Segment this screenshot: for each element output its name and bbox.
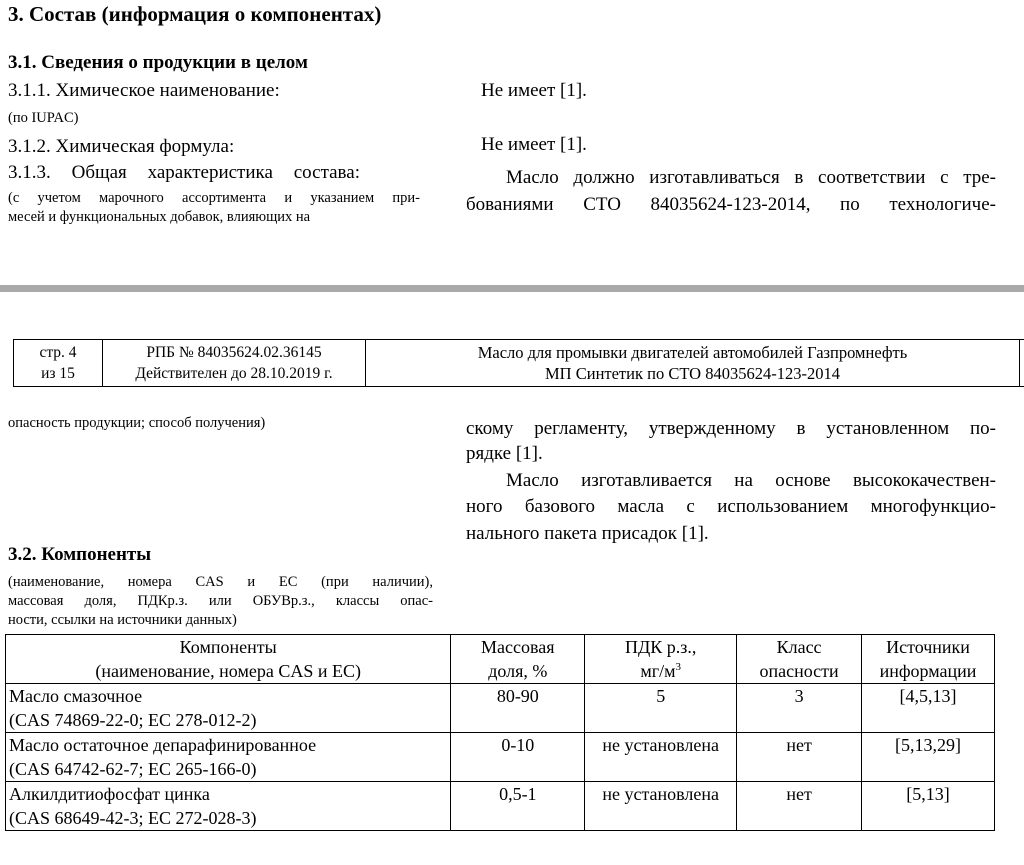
- component-cas: (CAS 68649-42-3; ЕС 272-028-3): [9, 808, 257, 828]
- chemical-name-label: 3.1.1. Химическое наименование:: [8, 80, 280, 101]
- component-name: Масло смазочное: [9, 686, 143, 706]
- cell-pdk: не установлена: [585, 733, 737, 782]
- footer-rpb-cell: [103, 340, 366, 386]
- composition-label: 3.1.3. Общая характеристика состава:: [8, 162, 360, 183]
- footer-product-1: Масло для промывки двигателей автомобилей Газпромнефть: [477, 343, 908, 362]
- page-footer: [13, 339, 1024, 387]
- section-3-2-sub-1: (наименование, номера CAS и ЕС (при наличии),: [8, 574, 433, 590]
- header-components-line1: Компоненты: [179, 637, 277, 657]
- component-name: Алкилдитиофосфат цинка: [9, 784, 210, 804]
- header-share: [451, 635, 585, 684]
- footer-product-cell: [366, 340, 1020, 386]
- header-class-line2: опасности: [759, 661, 839, 681]
- cell-class: нет: [737, 733, 862, 782]
- cell-share: 0,5-1: [451, 782, 585, 831]
- section-3-2-title: 3.2. Компоненты: [8, 544, 152, 565]
- cell-share: 80-90: [451, 684, 585, 733]
- header-pdk: [585, 635, 737, 684]
- chemical-formula-label: 3.1.2. Химическая формула:: [8, 136, 235, 157]
- header-share-line2: доля, %: [488, 661, 548, 681]
- header-share-line1: Массовая: [481, 637, 555, 657]
- header-pdk-line1: ПДК р.з.,: [624, 637, 697, 657]
- composition-value-1: Масло должно изготавливаться в соответствии с тре-: [506, 167, 996, 188]
- cell-component: [6, 684, 451, 733]
- cell-class: 3: [737, 684, 862, 733]
- composition-sub-2: месей и функциональных добавок, влияющих на: [8, 209, 311, 225]
- component-name: Масло остаточное депарафинированное: [9, 735, 317, 755]
- table-header-row: [6, 635, 995, 684]
- header-sources-line2: информации: [879, 661, 977, 681]
- component-cas: (CAS 64742-62-7; ЕС 265-166-0): [9, 759, 257, 779]
- cell-sources: [4,5,13]: [862, 684, 995, 733]
- header-sources: [862, 635, 995, 684]
- header-components-line2: (наименование, номера CAS и ЕС): [95, 661, 361, 681]
- continuation-line-5: нального пакета присадок [1].: [466, 523, 709, 544]
- footer-page: стр. 4: [39, 344, 77, 361]
- page-divider: [0, 285, 1024, 292]
- cell-pdk: не установлена: [585, 782, 737, 831]
- footer-rpb: РПБ № 84035624.02.36145: [146, 344, 322, 361]
- component-cas: (CAS 74869-22-0; ЕС 278-012-2): [9, 710, 257, 730]
- cell-component: [6, 782, 451, 831]
- section-3-title: 3. Состав (информация о компонентах): [8, 2, 382, 26]
- header-pdk-line2: [588, 659, 733, 683]
- footer-of: из 15: [41, 365, 75, 382]
- cell-sources: [5,13,29]: [862, 733, 995, 782]
- cell-sources: [5,13]: [862, 782, 995, 831]
- section-3-1-title: 3.1. Сведения о продукции в целом: [8, 52, 308, 73]
- components-table: [5, 634, 995, 831]
- footer-page-cell: [14, 340, 103, 386]
- footer-valid: Действителен до 28.10.2019 г.: [135, 365, 333, 382]
- header-components: [6, 635, 451, 684]
- continuation-line-4: ного базового масла с использованием многофункцио-: [466, 496, 996, 517]
- header-class: [737, 635, 862, 684]
- chemical-name-sub: (по IUPAC): [8, 110, 79, 126]
- cell-class: нет: [737, 782, 862, 831]
- cell-pdk: 5: [585, 684, 737, 733]
- section-3-2-sub-3: ности, ссылки на источники данных): [8, 612, 237, 628]
- continuation-line-3: Масло изготавливается на основе высококачествен-: [506, 470, 996, 491]
- header-pdk-unit: мг/м: [640, 661, 676, 681]
- chemical-formula-value: Не имеет [1].: [481, 134, 587, 155]
- composition-sub-1: (с учетом марочного ассортимента и указанием при-: [8, 190, 420, 206]
- header-sources-line1: Источники: [886, 637, 970, 657]
- header-pdk-unit-exp: 3: [675, 661, 682, 673]
- table-row: [6, 684, 995, 733]
- cell-component: [6, 733, 451, 782]
- section-3-2-sub-2: массовая доля, ПДКр.з. или ОБУВр.з., классы опас-: [8, 593, 433, 609]
- continuation-left: опасность продукции; способ получения): [8, 415, 266, 431]
- table-row: [6, 733, 995, 782]
- footer-product-2: МП Синтетик по СТО 84035624-123-2014: [545, 364, 840, 383]
- table-row: [6, 782, 995, 831]
- composition-value-2: бованиями СТО 84035624-123-2014, по технологиче-: [466, 194, 996, 215]
- cell-share: 0-10: [451, 733, 585, 782]
- header-class-line1: Класс: [776, 637, 822, 657]
- chemical-name-value: Не имеет [1].: [481, 80, 587, 101]
- continuation-line-1: скому регламенту, утвержденному в установленном по-: [466, 418, 996, 439]
- continuation-line-2: рядке [1].: [466, 443, 543, 464]
